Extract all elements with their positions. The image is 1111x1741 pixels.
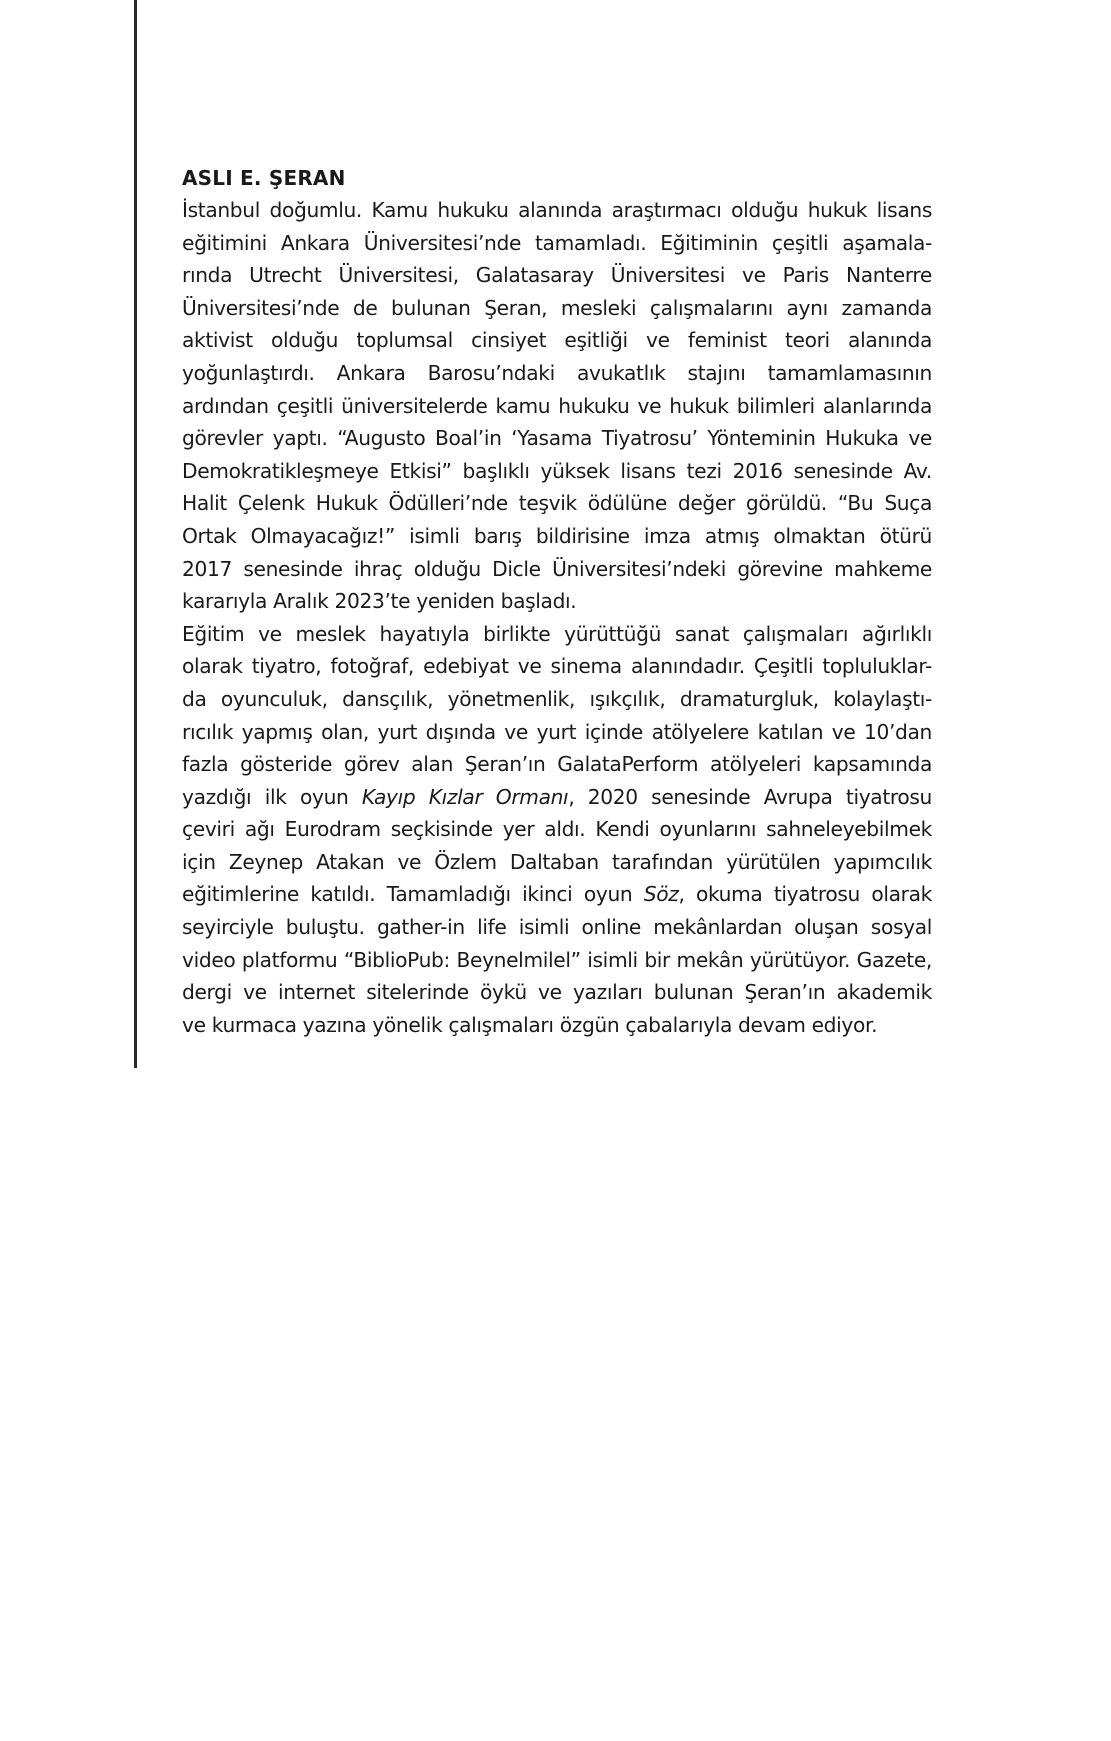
bio-line-with-title (182, 878, 932, 911)
bio-line: video platformu “BiblioPub: Beynelmilel” isimli bir mekân yürütüyor. Gazete, (182, 947, 932, 972)
bio-line: Halit Çelenk Hukuk Ödülleri’nde teşvik ödülüne değer görüldü. “Bu Suça (182, 491, 932, 516)
bio-line: da oyunculuk, dansçılık, yönetmenlik, ışıkçılık, dramaturgluk, kolaylaştı- (182, 686, 932, 711)
bio-line: rında Utrecht Üniversitesi, Galatasaray Üniversitesi ve Paris Nanterre (182, 263, 932, 288)
bio-line: ve kurmaca yazına yönelik çalışmaları özgün çabalarıyla devam ediyor. (182, 1012, 878, 1037)
bio-line: için Zeynep Atakan ve Özlem Daltaban tarafından yürütülen yapımcılık (182, 849, 932, 874)
bio-line: ardından çeşitli üniversitelerde kamu hukuku ve hukuk bilimleri alanlarında (182, 393, 932, 418)
bio-text: , okuma tiyatrosu olarak (678, 882, 932, 907)
bio-line: fazla gösteride görev alan Şeran’ın GalataPerform atölyeleri kapsamında (182, 752, 932, 777)
bio-line: aktivist olduğu toplumsal cinsiyet eşitliği ve feminist teori alanında (182, 328, 932, 353)
bio-text: yazdığı ilk oyun (182, 784, 362, 809)
bio-line: rıcılık yapmış olan, yurt dışında ve yurt içinde atölyelere katılan ve 10’dan (182, 719, 932, 744)
page-edge-line (134, 0, 137, 1068)
bio-paragraph-1 (182, 194, 932, 618)
author-name: ASLI E. ŞERAN (182, 166, 346, 190)
bio-line: seyirciyle buluştu. gather-in life isimli online mekânlardan oluşan sosyal (182, 915, 932, 940)
bio-line: 2017 senesinde ihraç olduğu Dicle Üniversitesi’ndeki görevine mahkeme (182, 556, 932, 581)
bio-line: Üniversitesi’nde de bulunan Şeran, mesleki çalışmalarını aynı zamanda (182, 295, 932, 320)
play-title-kayip-kizlar-ormani: Kayıp Kızlar Ormanı (361, 784, 569, 809)
bio-line: eğitimini Ankara Üniversitesi’nde tamamladı. Eğitiminin çeşitli aşamala- (182, 230, 932, 255)
bio-line: Demokratikleşmeye Etkisi” başlıklı yüksek lisans tezi 2016 senesinde Av. (182, 458, 932, 483)
bio-line: Ortak Olmayacağız!” isimli barış bildirisine imza atmış olmaktan ötürü (182, 523, 932, 548)
bio-line: İstanbul doğumlu. Kamu hukuku alanında araştırmacı olduğu hukuk lisans (182, 198, 932, 222)
bio-text: , 2020 senesinde Avrupa tiyatrosu (568, 784, 933, 809)
author-bio-section (182, 162, 932, 1041)
bio-line: olarak tiyatro, fotoğraf, edebiyat ve sinema alanındadır. Çeşitli topluluklar- (182, 654, 932, 679)
bio-line: Eğitim ve meslek hayatıyla birlikte yürüttüğü sanat çalışmaları ağırlıklı (182, 621, 932, 646)
bio-line: yoğunlaştırdı. Ankara Barosu’ndaki avukatlık stajını tamamlamasının (182, 360, 932, 385)
bio-line: dergi ve internet sitelerinde öykü ve yazıları bulunan Şeran’ın akademik (182, 980, 932, 1005)
bio-line-with-title (182, 781, 932, 814)
play-title-soz: Söz (643, 882, 679, 907)
bio-text: eğitimlerine katıldı. Tamamladığı ikinci oyun (182, 882, 644, 907)
bio-paragraph-2 (182, 618, 932, 1042)
bio-line: kararıyla Aralık 2023’te yeniden başladı. (182, 589, 577, 614)
bio-line: görevler yaptı. “Augusto Boal’in ‘Yasama Tiyatrosu’ Yönteminin Hukuka ve (182, 426, 932, 451)
bio-line: çeviri ağı Eurodram seçkisinde yer aldı. Kendi oyunlarını sahneleyebilmek (182, 817, 932, 842)
